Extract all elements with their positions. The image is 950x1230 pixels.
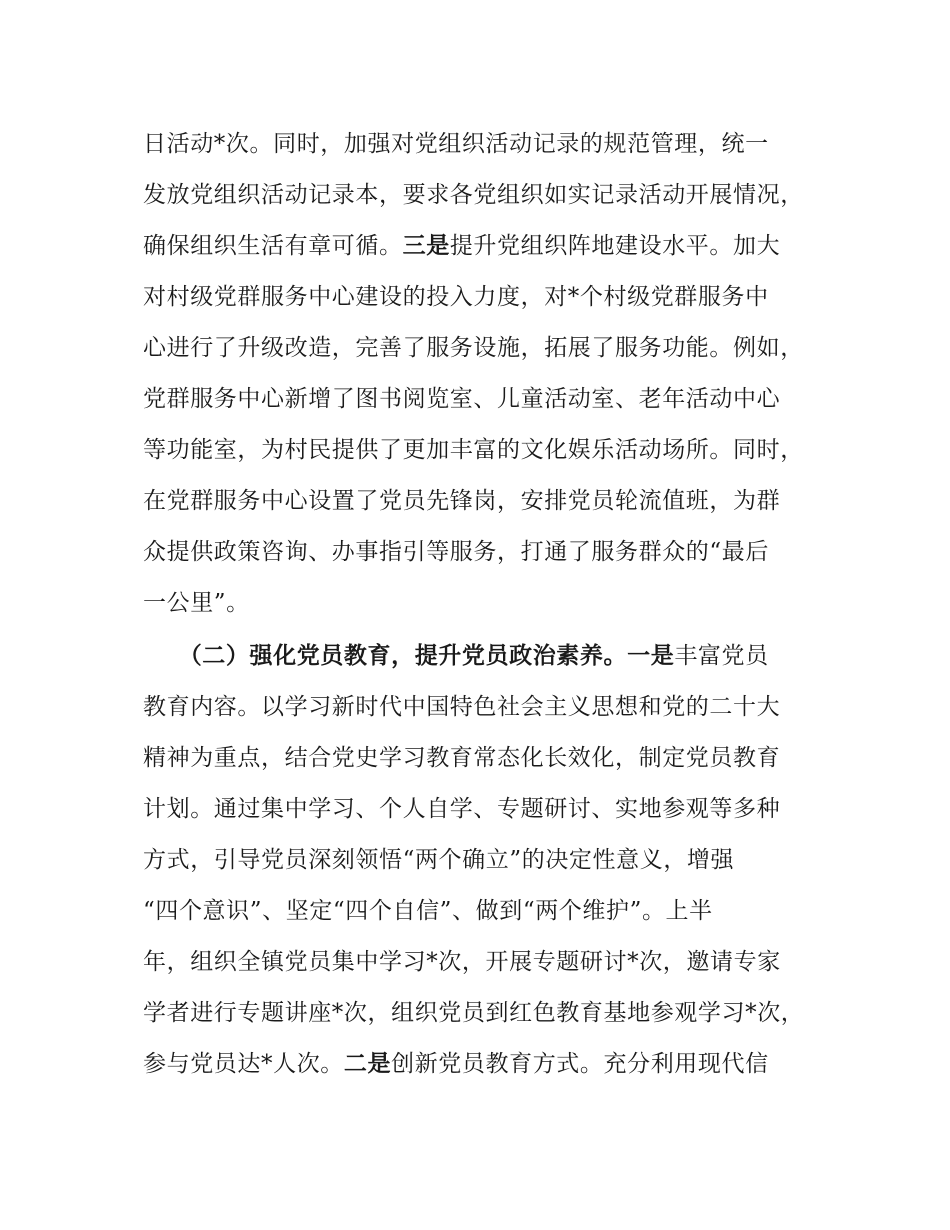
bold-marker: 一是 [627,643,675,669]
text-line: 年，组织全镇党员集中学习*次，开展专题研讨*次，邀请专家 [143,949,781,975]
text-line: 教育内容。以学习新时代中国特色社会主义思想和党的二十大 [143,694,781,720]
text-run: 丰富党员 [674,643,769,669]
text-run: 提升党组织阵地建设水平。加大 [449,233,781,259]
text-line: 在党群服务中心设置了党员先锋岗，安排党员轮流值班，为群 [143,488,781,514]
text-line: 一公里”。 [143,590,250,616]
text-line [143,634,813,678]
text-run: 确保组织生活有章可循。 [143,233,403,259]
text-line: 对村级党群服务中心建设的投入力度，对*个村级党群服务中 [143,284,769,310]
text-run: 参与党员达*人次。 [143,1051,344,1077]
text-line: 日活动*次。同时，加强对党组织活动记录的规范管理，统一 [143,131,769,157]
bold-marker: 三是 [402,233,450,259]
text-line: 精神为重点，结合党史学习教育常态化长效化，制定党员教育 [143,745,781,771]
text-line: 发放党组织活动记录本，要求各党组织如实记录活动开展情况， [143,182,804,208]
text-line: 学者进行专题讲座*次，组织党员到红色教育基地参观学习*次， [143,1000,805,1026]
text-line: 等功能室，为村民提供了更加丰富的文化娱乐活动场所。同时， [143,437,804,463]
text-line: 党群服务中心新增了图书阅览室、儿童活动室、老年活动中心 [143,386,781,412]
bold-marker: 二是 [343,1051,392,1077]
text-line: 心进行了升级改造，完善了服务设施，拓展了服务功能。例如， [143,335,804,361]
text-line [143,1042,813,1086]
text-line [143,224,813,268]
text-line: 计划。通过集中学习、个人自学、专题研讨、实地参观等多种 [143,796,781,822]
text-line: 众提供政策咨询、办事指引等服务，打通了服务群众的“最后 [143,539,769,565]
text-run: 创新党员教育方式。充分利用现代信 [391,1051,769,1077]
text-line: “四个意识”、坚定“四个自信”、做到“两个维护”。上半 [143,898,713,924]
section-heading: （二）强化党员教育，提升党员政治素养。 [143,643,628,669]
text-line: 方式，引导党员深刻领悟“两个确立”的决定性意义，增强 [143,847,735,873]
